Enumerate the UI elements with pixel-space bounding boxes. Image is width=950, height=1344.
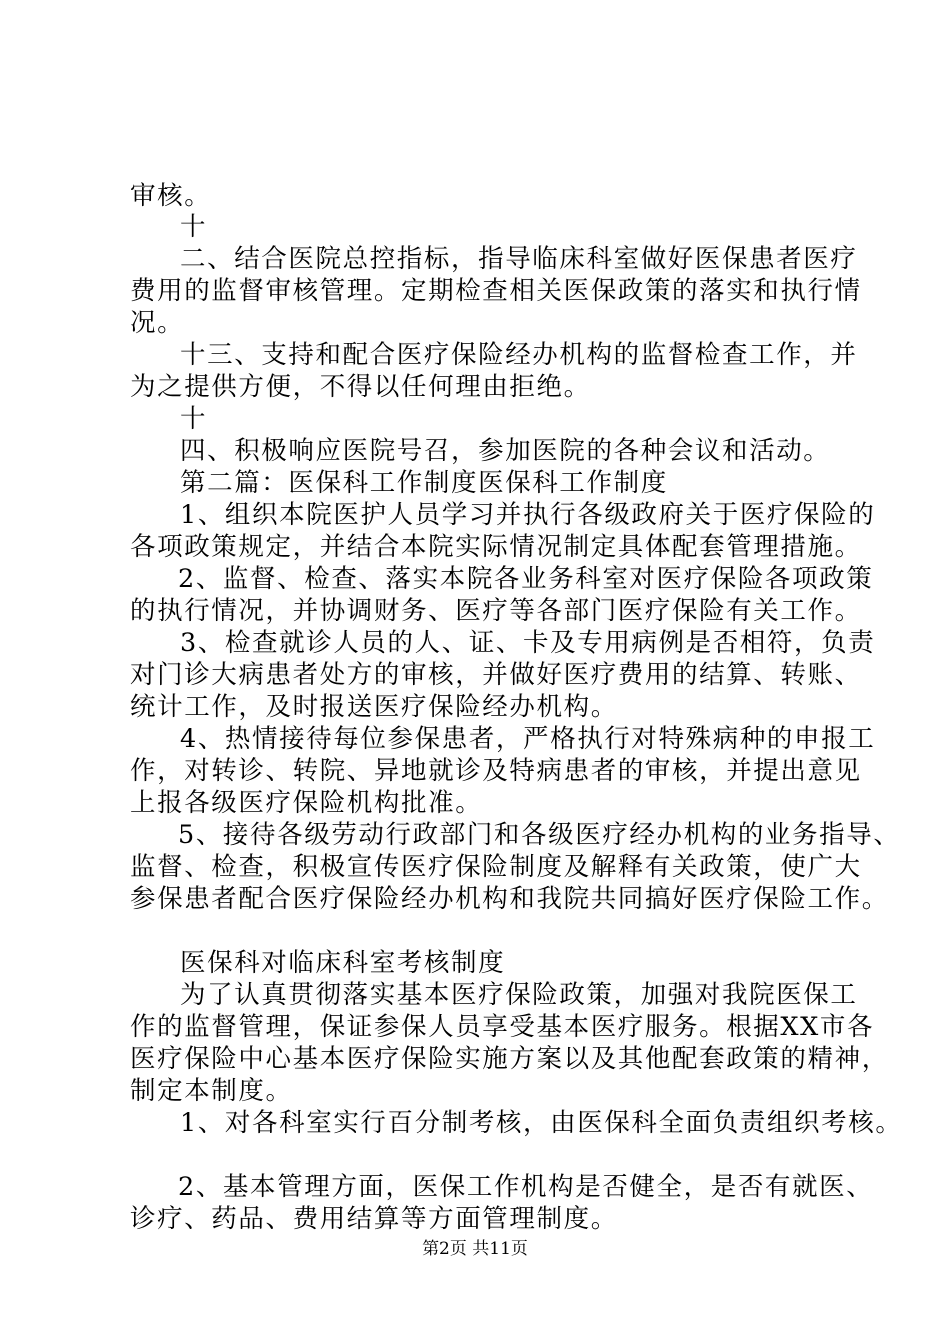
text-line: 1、组织本院医护人员学习并执行各级政府关于医疗保险的	[180, 500, 876, 530]
text-line: 费用的监督审核管理。定期检查相关医保政策的落实和执行情	[130, 276, 862, 306]
text-line: 参保患者配合医疗保险经办机构和我院共同搞好医疗保险工作。	[130, 884, 889, 914]
text-line: 四、积极响应医院号召，参加医院的各种会议和活动。	[180, 436, 831, 466]
text-line: 5、接待各级劳动行政部门和各级医疗经办机构的业务指导、	[178, 820, 901, 850]
text-line: 监督、检查，积极宣传医疗保险制度及解释有关政策，使广大	[130, 852, 862, 882]
text-line: 诊疗、药品、费用结算等方面管理制度。	[130, 1204, 618, 1234]
text-line: 作的监督管理，保证参保人员享受基本医疗服务。根据XX市各	[130, 1012, 875, 1042]
text-line: 2、基本管理方面，医保工作机构是否健全，是否有就医、	[178, 1172, 874, 1202]
text-line: 统计工作，及时报送医疗保险经办机构。	[130, 692, 618, 722]
section-title: 医保科对临床科室考核制度	[180, 948, 506, 978]
text-line: 审核。	[130, 181, 212, 211]
section-title: 第二篇：医保科工作制度医保科工作制度	[180, 468, 668, 498]
text-line: 作，对转诊、转院、异地就诊及特病患者的审核，并提出意见	[130, 756, 862, 786]
text-line: 各项政策规定，并结合本院实际情况制定具体配套管理措施。	[130, 532, 862, 562]
text-line: 2、监督、检查、落实本院各业务科室对医疗保险各项政策	[178, 564, 874, 594]
text-line: 上报各级医疗保险机构批准。	[130, 788, 483, 818]
text-line: 对门诊大病患者处方的审核，并做好医疗费用的结算、转账、	[130, 660, 862, 690]
text-line: 的执行情况，并协调财务、医疗等各部门医疗保险有关工作。	[130, 596, 862, 626]
text-line: 十	[180, 404, 208, 434]
text-line: 医疗保险中心基本医疗保险实施方案以及其他配套政策的精神，	[130, 1044, 889, 1074]
text-line: 4、热情接待每位参保患者，严格执行对特殊病种的申报工	[180, 724, 876, 754]
text-line: 十三、支持和配合医疗保险经办机构的监督检查工作，并	[180, 340, 858, 370]
text-line: 二、结合医院总控指标，指导临床科室做好医保患者医疗	[180, 244, 858, 274]
page-number: 第2页 共11页	[422, 1239, 528, 1259]
text-line: 制定本制度。	[130, 1076, 293, 1106]
text-line: 十	[180, 212, 208, 242]
text-line: 为之提供方便，不得以任何理由拒绝。	[130, 372, 591, 402]
text-line: 3、检查就诊人员的人、证、卡及专用病例是否相符，负责	[180, 628, 876, 658]
text-line: 1、对各科室实行百分制考核，由医保科全面负责组织考核。	[180, 1108, 903, 1138]
text-line: 为了认真贯彻落实基本医疗保险政策，加强对我院医保工	[180, 980, 858, 1010]
text-line: 况。	[130, 308, 185, 338]
